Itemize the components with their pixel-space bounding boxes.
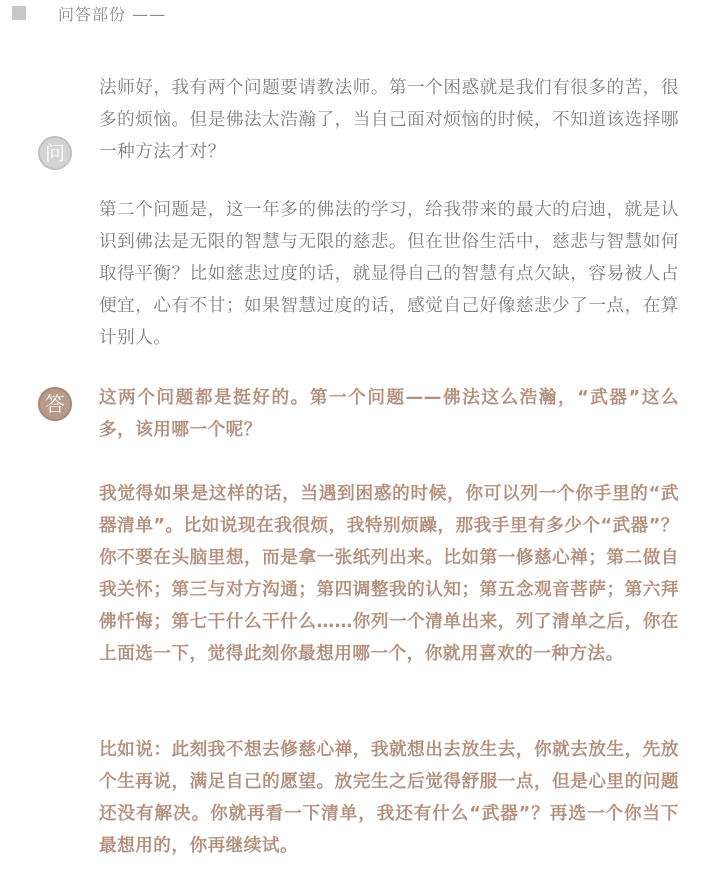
answer-badge-icon: 答 — [38, 387, 72, 421]
question-paragraph-2: 第二个问题是，这一年多的佛法的学习，给我带来的最大的启迪，就是认识到佛法是无限的智慧与无限的慈悲。但在世俗生活中，慈悲与智慧如何取得平衡？比如慈悲过度的话，就显得自己的智慧有点欠缺，容易被人占便宜，心有不甘；如果智慧过度的话，感觉自己好像慈悲少了一点，在算计别人。 — [99, 200, 679, 348]
answer-paragraph-1: 这两个问题都是挺好的。第一个问题——佛法这么浩瀚，“武器”这么多，该用哪一个呢？ — [99, 388, 679, 440]
question-paragraph-1: 法师好，我有两个问题要请教法师。第一个困惑就是我们有很多的苦，很多的烦恼。但是佛法太浩瀚了，当自己面对烦恼的时候，不知道该选择哪一种方法才对？ — [99, 78, 679, 162]
section-title: 问答部份 —— — [58, 4, 167, 24]
answer-paragraph-3: 比如说：此刻我不想去修慈心禅，我就想出去放生去，你就去放生，先放个生再说，满足自己的愿望。放完生之后觉得舒服一点，但是心里的问题还没有解决。你就再看一下清单，我还有什么“武器”？再选一个你当下最想用的，你再继续试。 — [99, 740, 679, 856]
header-square-icon — [12, 6, 26, 20]
question-badge-icon: 问 — [38, 136, 72, 170]
answer-paragraph-2: 我觉得如果是这样的话，当遇到困惑的时候，你可以列一个你手里的“武器清单”。比如说现在我很烦，我特别烦躁，那我手里有多少个“武器”？你不要在头脑里想，而是拿一张纸列出来。比如第一修慈心禅；第二做自我关怀；第三与对方沟通；第四调整我的认知；第五念观音菩萨；第六拜佛忏悔；第七干什么干什么……你列一个清单出来，列了清单之后，你在上面选一下，觉得此刻你最想用哪一个，你就用喜欢的一种方法。 — [99, 484, 679, 664]
section-header — [12, 0, 166, 26]
